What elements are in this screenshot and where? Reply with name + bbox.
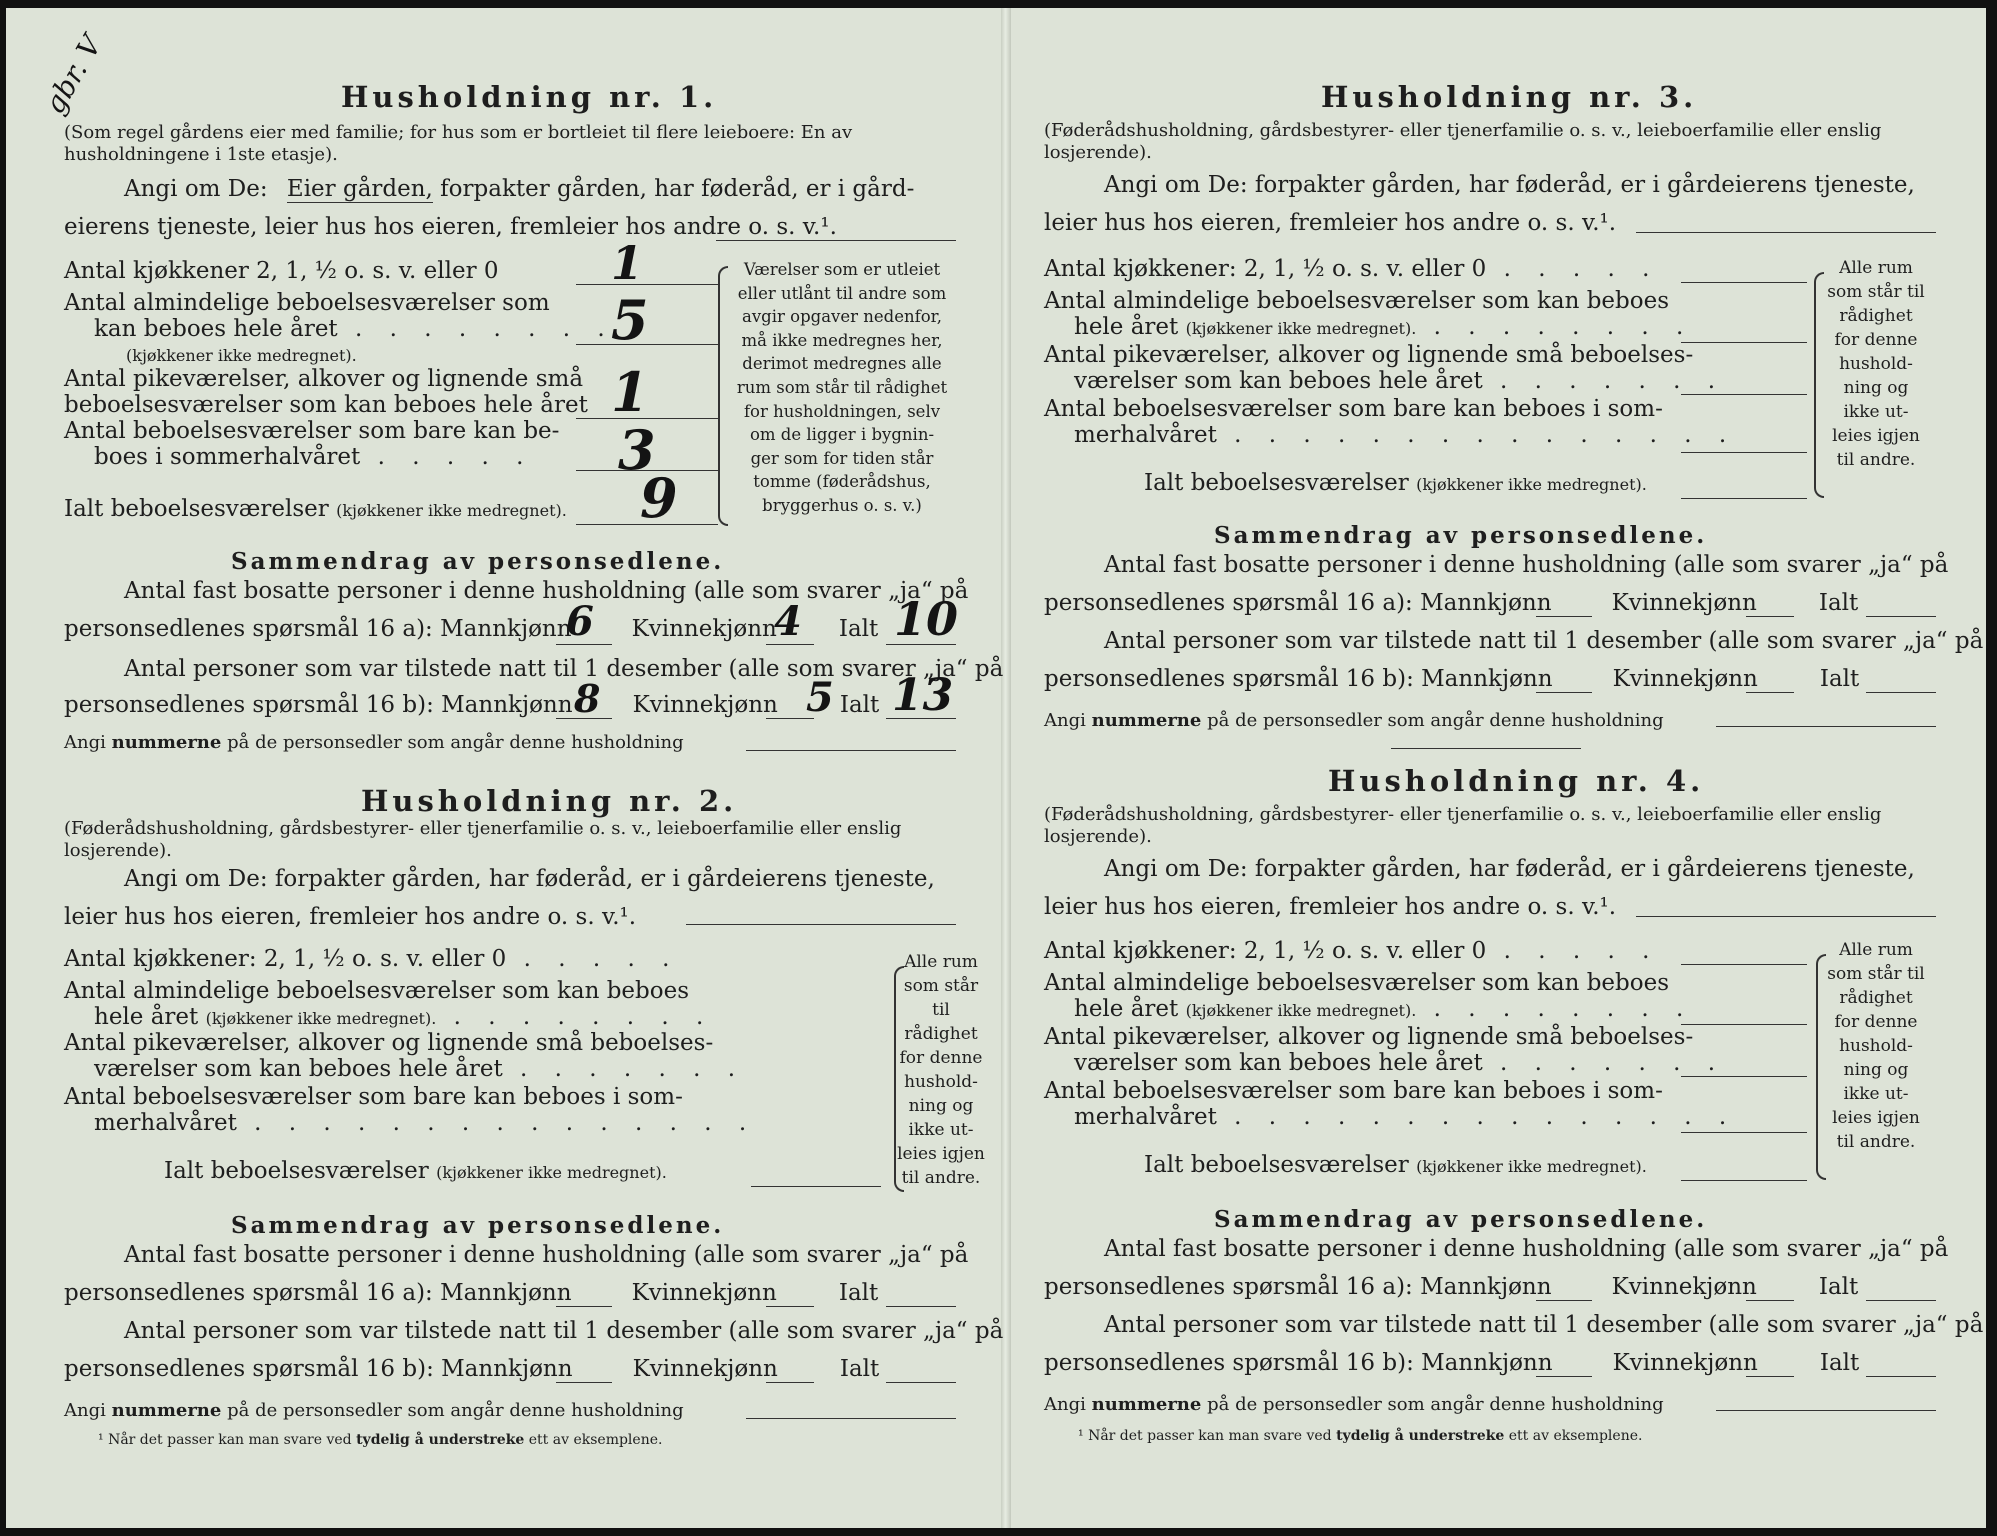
h2-angi-line-2: leier hus hos eieren, fremleier hos andre o. s. v.¹. [64, 904, 637, 930]
h1-pike-value: 1 [611, 360, 649, 424]
h2-kjokken-label: Antal kjøkkener: 2, 1, ½ o. s. v. eller 0 . . . . . [64, 946, 680, 972]
h2-alm-label-2: hele året (kjøkkener ikke medregnet). . . . . . . . . [94, 1004, 714, 1030]
angi-rest: forpakter gården, har føderåd, er i gård- [440, 176, 915, 202]
h2-til-i-line [886, 1382, 956, 1383]
h1-side-note: Værelser som er utleiet eller utlånt til andre som avgir opgaver nedenfor, må ikke medregnes her, derimot medregnes alle rum som står til rådighet for husholdningen, selv om de ligger i bygnin- ger som for tiden står tomme (føderådshus, bryggerhus o. s. v.) [736, 260, 948, 515]
h4-pike-label-2: værelser som kan beboes hele året . . . . . . . [1074, 1050, 1726, 1076]
h3-end-rule [1391, 748, 1581, 749]
h4-til-i-line [1866, 1376, 1936, 1377]
h3-pike-label-2: værelser som kan beboes hele året . . . . . . . [1074, 368, 1726, 394]
household-1-angi-line-2: eierens tjeneste, leier hus hos eieren, fremleier hos andre o. s. v.¹. [64, 214, 837, 240]
h4-sommer-rule [1681, 1132, 1807, 1133]
h2-angi-line-1: Angi om De: forpakter gården, har føderåd, er i gårdeierens tjeneste, [124, 866, 935, 892]
h3-ialt-label: Ialt beboelsesværelser (kjøkkener ikke medregnet). [1144, 470, 1647, 496]
h1-pike-label-2: beboelsesværelser som kan beboes hele året [64, 392, 588, 418]
h4-fast-k-line [1746, 1300, 1794, 1301]
h2-pike-label-1: Antal pikeværelser, alkover og lignende små beboelses- [64, 1030, 714, 1056]
h2-side-note: Alle rum som står til rådighet for denne hushold- ning og ikke ut- leies igjen til andre. [897, 952, 985, 1188]
household-3-note: (Føderådshusholdning, gårdsbestyrer- eller tjenerfamilie o. s. v., leieboerfamilie eller enslig losjerende). [1044, 120, 1882, 163]
h1-fast-ialt-value: 10 [894, 592, 959, 646]
h3-alm-label-1: Antal almindelige beboelsesværelser som kan beboes [1044, 288, 1670, 314]
h3-fast-line-2: personsedlenes spørsmål 16 a): Mannkjønn Kvinnekjønn Ialt [1044, 590, 1859, 616]
h3-alm-rule [1681, 342, 1807, 343]
h1-kjokken-line [576, 284, 718, 285]
h2-til-m-line [556, 1382, 612, 1383]
footnote: ¹ Når det passer kan man svare ved tydelig å understreke ett av eksemplene. [98, 1432, 663, 1448]
h1-alm-label-1: Antal almindelige beboelsesværelser som [64, 290, 550, 316]
h1-kjokken-value: 1 [611, 236, 644, 290]
h2-angi-rule [686, 924, 956, 925]
angi-eier-underlined: Eier gården, [286, 176, 433, 202]
h1-sommer-label-2: boes i sommerhalvåret . . . . . [94, 444, 534, 470]
h1-tilst-line-1: Antal personer som var tilstede natt til 1 desember (alle som svarer „ja“ på [124, 656, 1004, 682]
h4-angi-line-1: Angi om De: forpakter gården, har føderåd, er i gårdeierens tjeneste, [1104, 856, 1915, 882]
angi-answer-line [716, 240, 956, 241]
h4-pike-label-1: Antal pikeværelser, alkover og lignende små beboelses- [1044, 1024, 1694, 1050]
h3-angi-line-2: leier hus hos eieren, fremleier hos andre o. s. v.¹. [1044, 210, 1617, 236]
h3-tilst-line-1: Antal personer som var tilstede natt til 1 desember (alle som svarer „ja“ på [1104, 628, 1984, 654]
page-fold [1001, 8, 1011, 1528]
h2-ialt-label: Ialt beboelsesværelser (kjøkkener ikke medregnet). [164, 1158, 667, 1184]
household-1-note: (Som regel gårdens eier med familie; for hus som er bortleiet til flere leieboere: En av husholdningene i 1ste etasje). [64, 122, 853, 165]
h3-kjokken-label: Antal kjøkkener: 2, 1, ½ o. s. v. eller 0 . . . . . [1044, 256, 1660, 282]
h4-fast-line-1: Antal fast bosatte personer i denne husholdning (alle som svarer „ja“ på [1104, 1236, 1949, 1262]
h4-til-m-line [1536, 1376, 1592, 1377]
h4-fast-i-line [1866, 1300, 1936, 1301]
h2-sammendrag-title: Sammendrag av personsedlene. [231, 1212, 725, 1239]
h1-sommer-value: 3 [618, 418, 656, 482]
h4-brace [1816, 954, 1826, 1180]
h1-alm-value: 5 [611, 288, 649, 352]
angi-label: Angi om De: [124, 176, 268, 202]
h2-tilst-line-2: personsedlenes spørsmål 16 b): Mannkjønn Kvinnekjønn Ialt [64, 1356, 880, 1382]
h3-sommer-label-2: merhalvåret . . . . . . . . . . . . . . . [1074, 422, 1737, 448]
h4-alm-label-1: Antal almindelige beboelsesværelser som kan beboes [1044, 970, 1670, 996]
household-1-angi-line [124, 176, 914, 202]
h1-til-ialt-value: 13 [892, 670, 954, 721]
h4-til-k-line [1746, 1376, 1794, 1377]
right-page [1036, 8, 1984, 1528]
h2-nummer-rule [746, 1418, 956, 1419]
h2-fast-m-line [556, 1306, 612, 1307]
h3-pike-rule [1681, 394, 1807, 395]
h3-tilst-line-2: personsedlenes spørsmål 16 b): Mannkjønn Kvinnekjønn Ialt [1044, 666, 1860, 692]
h1-fast-mann-value: 6 [566, 598, 594, 645]
h3-pike-label-1: Antal pikeværelser, alkover og lignende små beboelses- [1044, 342, 1694, 368]
h1-ialt-label: Ialt beboelsesværelser (kjøkkener ikke medregnet). [64, 496, 567, 522]
h4-alm-rule [1681, 1024, 1807, 1025]
h3-fast-line-1: Antal fast bosatte personer i denne husholdning (alle som svarer „ja“ på [1104, 552, 1949, 578]
h3-til-m-line [1536, 692, 1592, 693]
h4-nummer-line: Angi nummerne på de personsedler som angår denne husholdning [1044, 1394, 1664, 1415]
h2-fast-k-line [766, 1306, 814, 1307]
h1-kjokken-label: Antal kjøkkener 2, 1, ½ o. s. v. eller 0 [64, 258, 499, 284]
h1-nummer-line-rule [746, 750, 956, 751]
household-2-title: Husholdning nr. 2. [361, 784, 738, 818]
h2-tilst-line-1: Antal personer som var tilstede natt til 1 desember (alle som svarer „ja“ på [124, 1318, 1004, 1344]
h2-sommer-label-2: merhalvåret . . . . . . . . . . . . . . . [94, 1110, 757, 1136]
h4-side-note: Alle rum som står til rådighet for denne hushold- ning og ikke ut- leies igjen til andre. [1827, 940, 1925, 1152]
h1-sommer-label-1: Antal beboelsesværelser som bare kan be- [64, 418, 560, 444]
h3-fast-i-line [1866, 616, 1936, 617]
h3-til-k-line [1746, 692, 1794, 693]
household-4-title: Husholdning nr. 4. [1328, 764, 1705, 798]
h4-angi-line-2: leier hus hos eieren, fremleier hos andre o. s. v.¹. [1044, 894, 1617, 920]
h1-nummer-line: Angi nummerne på de personsedler som angår denne husholdning [64, 732, 684, 753]
h2-sommer-label-1: Antal beboelsesværelser som bare kan beboes i som- [64, 1084, 683, 1110]
h3-brace [1814, 272, 1824, 498]
h1-tilst-line-2: personsedlenes spørsmål 16 b): Mannkjønn Kvinnekjønn Ialt [64, 692, 880, 718]
h1-fast-line-2: personsedlenes spørsmål 16 a): Mannkjønn Kvinnekjønn Ialt [64, 616, 879, 642]
h2-pike-label-2: værelser som kan beboes hele året . . . . . . . [94, 1056, 746, 1082]
h3-fast-k-line [1746, 616, 1794, 617]
h4-fast-m-line [1536, 1300, 1592, 1301]
h4-sammendrag-title: Sammendrag av personsedlene. [1214, 1206, 1708, 1233]
h1-sammendrag-title: Sammendrag av personsedlene. [231, 548, 725, 575]
margin-handwriting: gbr. V [37, 29, 109, 120]
h4-fast-line-2: personsedlenes spørsmål 16 a): Mannkjønn Kvinnekjønn Ialt [1044, 1274, 1859, 1300]
h3-alm-label-2: hele året (kjøkkener ikke medregnet). . . . . . . . . [1074, 314, 1694, 340]
h4-tilst-line-2: personsedlenes spørsmål 16 b): Mannkjønn Kvinnekjønn Ialt [1044, 1350, 1860, 1376]
household-2-note: (Føderådshusholdning, gårdsbestyrer- eller tjenerfamilie o. s. v., leieboerfamilie eller enslig losjerende). [64, 818, 902, 861]
h1-ialt-value: 9 [640, 466, 678, 530]
footnote-right: ¹ Når det passer kan man svare ved tydelig å understreke ett av eksemplene. [1078, 1428, 1643, 1444]
h1-fast-kvinne-value: 4 [774, 598, 802, 645]
h3-sammendrag-title: Sammendrag av personsedlene. [1214, 522, 1708, 549]
h3-side-note: Alle rum som står til rådighet for denne hushold- ning og ikke ut- leies igjen til andre. [1827, 258, 1925, 470]
h1-pike-label-1: Antal pikeværelser, alkover og lignende små [64, 366, 584, 392]
h3-sommer-label-1: Antal beboelsesværelser som bare kan beboes i som- [1044, 396, 1663, 422]
h2-fast-line-2: personsedlenes spørsmål 16 a): Mannkjønn Kvinnekjønn Ialt [64, 1280, 879, 1306]
h1-til-mann-value: 8 [574, 676, 601, 721]
h4-sommer-label-2: merhalvåret . . . . . . . . . . . . . . . [1074, 1104, 1737, 1130]
h1-alm-label-3: (kjøkkener ikke medregnet). [126, 346, 357, 365]
h3-til-i-line [1866, 692, 1936, 693]
h4-kjokken-rule [1681, 964, 1807, 965]
h3-nummer-line: Angi nummerne på de personsedler som angår denne husholdning [1044, 710, 1664, 731]
h3-fast-m-line [1536, 616, 1592, 617]
h2-til-k-line [766, 1382, 814, 1383]
h2-fast-line-1: Antal fast bosatte personer i denne husholdning (alle som svarer „ja“ på [124, 1242, 969, 1268]
h3-sommer-rule [1681, 452, 1807, 453]
h4-alm-label-2: hele året (kjøkkener ikke medregnet). . . . . . . . . [1074, 996, 1694, 1022]
household-3-title: Husholdning nr. 3. [1321, 80, 1698, 114]
h2-fast-i-line [886, 1306, 956, 1307]
h4-tilst-line-1: Antal personer som var tilstede natt til 1 desember (alle som svarer „ja“ på [1104, 1312, 1984, 1338]
h1-til-kvinne-value: 5 [806, 674, 834, 721]
h2-alm-label-1: Antal almindelige beboelsesværelser som kan beboes [64, 978, 690, 1004]
household-4-note: (Føderådshusholdning, gårdsbestyrer- eller tjenerfamilie o. s. v., leieboerfamilie eller enslig losjerende). [1044, 804, 1882, 847]
h2-ialt-rule [751, 1186, 881, 1187]
h3-angi-rule [1636, 232, 1936, 233]
h3-angi-line-1: Angi om De: forpakter gården, har føderåd, er i gårdeierens tjeneste, [1104, 172, 1915, 198]
h1-alm-label-2: kan beboes hele året . . . . . . . . [94, 316, 615, 342]
h4-angi-rule [1636, 916, 1936, 917]
h4-sommer-label-1: Antal beboelsesværelser som bare kan beboes i som- [1044, 1078, 1663, 1104]
h2-nummer-line: Angi nummerne på de personsedler som angår denne husholdning [64, 1400, 684, 1421]
h4-ialt-rule [1681, 1180, 1807, 1181]
h1-fast-line-1: Antal fast bosatte personer i denne husholdning (alle som svarer „ja“ på [124, 578, 969, 604]
census-form-sheet [6, 8, 1986, 1528]
household-1-title: Husholdning nr. 1. [341, 80, 718, 114]
h4-ialt-label: Ialt beboelsesværelser (kjøkkener ikke medregnet). [1144, 1152, 1647, 1178]
h3-kjokken-rule [1681, 282, 1807, 283]
h3-ialt-rule [1681, 498, 1807, 499]
h3-nummer-rule [1716, 726, 1936, 727]
left-page [37, 8, 1004, 1528]
h4-pike-rule [1681, 1076, 1807, 1077]
h4-kjokken-label: Antal kjøkkener: 2, 1, ½ o. s. v. eller 0 . . . . . [1044, 938, 1660, 964]
h4-nummer-rule [1716, 1410, 1936, 1411]
